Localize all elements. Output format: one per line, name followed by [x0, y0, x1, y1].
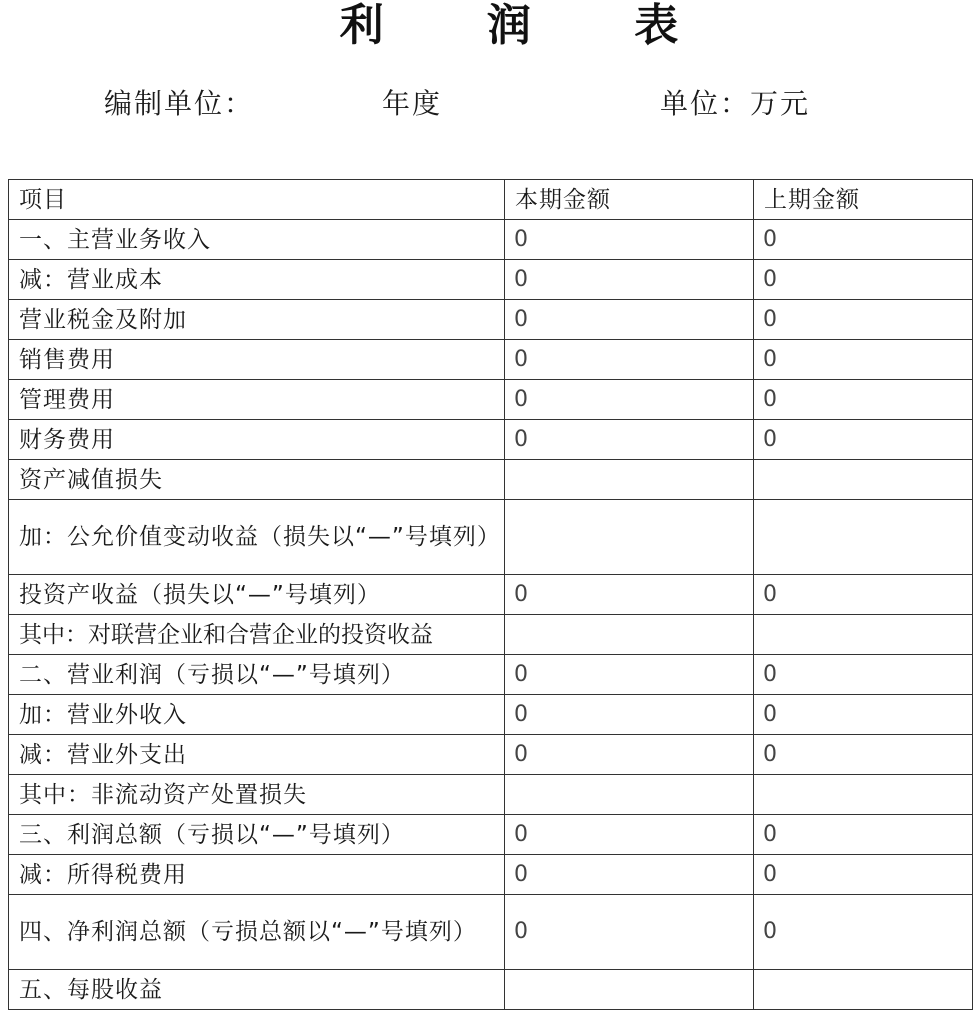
fiscal-year-label: 年度 [382, 87, 443, 120]
table-row [9, 815, 973, 855]
table-row [9, 380, 973, 420]
row-previous-amount [754, 615, 973, 655]
row-previous-amount: 0 [754, 695, 973, 735]
row-item: 其中：非流动资产处置损失 [9, 775, 505, 815]
row-item: 加：公允价值变动收益（损失以“—”号填列） [9, 500, 505, 575]
row-previous-amount: 0 [754, 300, 973, 340]
row-current-amount [505, 460, 754, 500]
row-item: 营业税金及附加 [9, 300, 505, 340]
table-row [9, 855, 973, 895]
row-current-amount: 0 [505, 380, 754, 420]
row-previous-amount [754, 460, 973, 500]
page-title: 利 润 表 [339, 0, 723, 51]
row-item: 减：营业外支出 [9, 735, 505, 775]
row-item: 三、利润总额（亏损以“—”号填列） [9, 815, 505, 855]
table-row [9, 220, 973, 260]
column-header-previous: 上期金额 [754, 180, 973, 220]
row-previous-amount [754, 970, 973, 1010]
table-row [9, 340, 973, 380]
row-previous-amount: 0 [754, 895, 973, 970]
row-previous-amount: 0 [754, 420, 973, 460]
table-row [9, 695, 973, 735]
row-current-amount: 0 [505, 895, 754, 970]
row-item: 加：营业外收入 [9, 695, 505, 735]
row-previous-amount: 0 [754, 575, 973, 615]
row-previous-amount [754, 500, 973, 575]
column-header-item: 项目 [9, 180, 505, 220]
row-previous-amount: 0 [754, 855, 973, 895]
row-current-amount: 0 [505, 340, 754, 380]
row-current-amount: 0 [505, 815, 754, 855]
row-previous-amount: 0 [754, 220, 973, 260]
table-row [9, 775, 973, 815]
row-item: 一、主营业务收入 [9, 220, 505, 260]
table-row [9, 895, 973, 970]
table-row [9, 655, 973, 695]
table-row [9, 420, 973, 460]
row-previous-amount: 0 [754, 655, 973, 695]
row-item: 销售费用 [9, 340, 505, 380]
row-current-amount: 0 [505, 260, 754, 300]
table-row [9, 460, 973, 500]
row-item: 减：所得税费用 [9, 855, 505, 895]
preparer-unit-label: 编制单位： [104, 87, 255, 120]
row-current-amount [505, 970, 754, 1010]
income-statement-table [8, 179, 973, 1010]
row-previous-amount: 0 [754, 815, 973, 855]
row-item: 资产减值损失 [9, 460, 505, 500]
row-item: 五、每股收益 [9, 970, 505, 1010]
row-current-amount [505, 775, 754, 815]
column-header-current: 本期金额 [505, 180, 754, 220]
table-row [9, 500, 973, 575]
table-header-row [9, 180, 973, 220]
table-row [9, 735, 973, 775]
row-item: 四、净利润总额（亏损总额以“—”号填列） [9, 895, 505, 970]
row-previous-amount [754, 775, 973, 815]
table-row [9, 970, 973, 1010]
table-row [9, 260, 973, 300]
row-current-amount: 0 [505, 855, 754, 895]
row-previous-amount: 0 [754, 260, 973, 300]
row-current-amount: 0 [505, 300, 754, 340]
row-previous-amount: 0 [754, 340, 973, 380]
row-current-amount: 0 [505, 695, 754, 735]
row-item: 投资产收益（损失以“—”号填列） [9, 575, 505, 615]
row-previous-amount: 0 [754, 735, 973, 775]
currency-unit-label: 单位：万元 [660, 87, 811, 120]
row-item: 减：营业成本 [9, 260, 505, 300]
table-row [9, 615, 973, 655]
row-current-amount: 0 [505, 735, 754, 775]
row-item: 其中：对联营企业和合营企业的投资收益 [9, 615, 505, 655]
row-current-amount: 0 [505, 220, 754, 260]
row-item: 二、营业利润（亏损以“—”号填列） [9, 655, 505, 695]
row-current-amount [505, 500, 754, 575]
row-current-amount: 0 [505, 420, 754, 460]
row-previous-amount: 0 [754, 380, 973, 420]
row-current-amount: 0 [505, 655, 754, 695]
table-row [9, 300, 973, 340]
row-item: 财务费用 [9, 420, 505, 460]
row-current-amount [505, 615, 754, 655]
row-current-amount: 0 [505, 575, 754, 615]
row-item: 管理费用 [9, 380, 505, 420]
table-row [9, 575, 973, 615]
